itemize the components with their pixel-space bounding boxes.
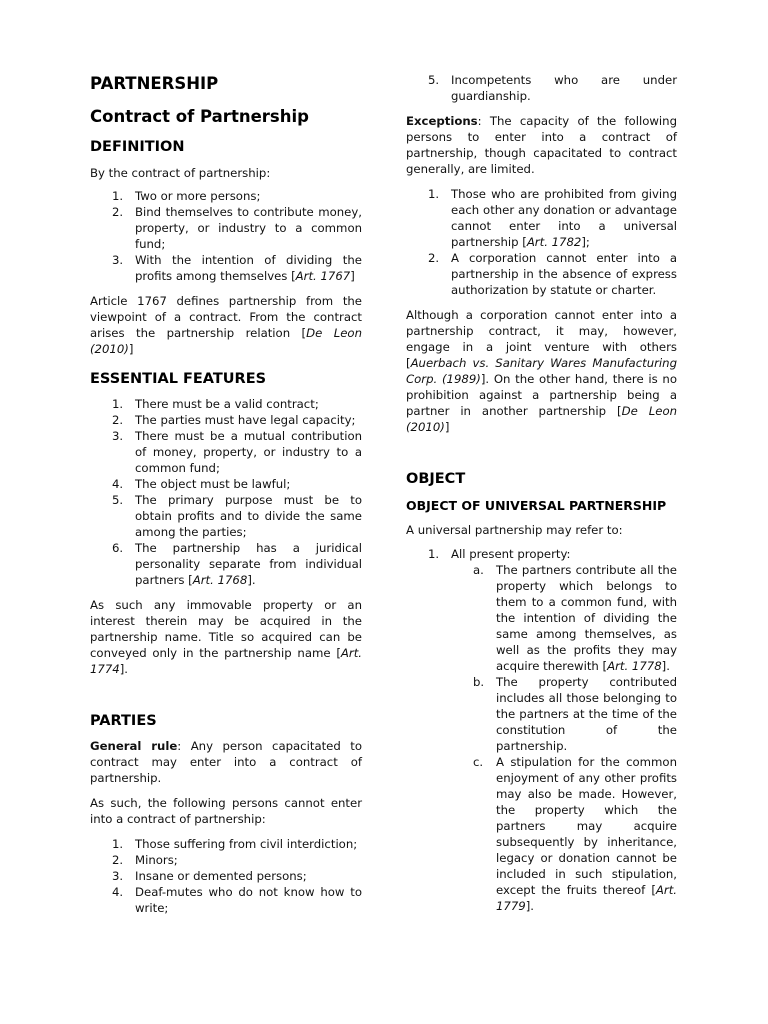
parties-heading: PARTIES — [90, 713, 157, 729]
list-item: 2. Bind themselves to contribute money, property, or industry to a common fund; — [112, 205, 362, 251]
corporation-paragraph: Although a corporation cannot enter into a partnership contract, it may, however, engage in a joint venture with others [Auerbach vs. Sanitary Wares Manufacturing Corp. (1989)]. On the other hand, there is no prohibition against a partnership being a partner in another partnership [De Leon (2010)] — [406, 308, 678, 434]
citation: Art. 1774 — [90, 646, 362, 676]
list-item: a. The partners contribute all the property which belongs to them to a common fund, with the intention of dividing the same among themselves, as well as the profits they may acquire therewith [Art. 1778]. — [473, 563, 677, 673]
left-column — [90, 0, 362, 916]
exceptions-list — [406, 186, 677, 298]
exceptions-label: Exceptions — [406, 114, 478, 128]
list-item: 1. Those suffering from civil interdiction; — [112, 837, 358, 851]
list-item: 4. The object must be lawful; — [112, 477, 291, 491]
citation: Art. 1779 — [496, 883, 677, 913]
list-item: 1. All present property: — [428, 547, 571, 561]
list-item: 5. The primary purpose must be to obtain profits and to divide the same among the parties; — [112, 493, 362, 539]
essential-features-heading: ESSENTIAL FEATURES — [90, 371, 267, 387]
list-item: 3. There must be a mutual contribution of money, property, or industry to a common fund; — [112, 429, 362, 475]
incapacitated-list-continued — [406, 72, 677, 104]
list-item: 3. Insane or demented persons; — [112, 869, 307, 883]
list-item: 1. Those who are prohibited from giving each other any donation or advantage cannot enter into a universal partnership [Art. 1782]; — [428, 187, 677, 249]
definition-paragraph: Article 1767 defines partnership from the viewpoint of a contract. From the contract arises the partnership relation [De Leon (2010)] — [90, 294, 362, 356]
list-item: 2. Minors; — [112, 853, 178, 867]
parties-paragraph: As such, the following persons cannot enter into a contract of partnership: — [90, 796, 362, 826]
citation: Art. 1778 — [607, 659, 662, 673]
list-item: 5. Incompetents who are under guardianship. — [428, 73, 677, 103]
list-item: b. The property contributed includes all those belonging to the partners at the time of the constitution of the partnership. — [473, 675, 677, 753]
essential-features-list — [90, 396, 362, 588]
object-list — [406, 546, 677, 562]
citation: Art. 1782 — [526, 235, 582, 249]
list-item: c. A stipulation for the common enjoyment of any other profits may also be made. However, the property which the partners may acquire subsequently by inheritance, legacy or donation cannot be included in such stipulation, except the fruits thereof [Art. 1779]. — [473, 755, 677, 913]
list-item: 1. There must be a valid contract; — [112, 397, 319, 411]
incapacitated-list — [90, 836, 362, 916]
list-item: 2. The parties must have legal capacity; — [112, 413, 356, 427]
general-rule-label: General rule — [90, 739, 178, 753]
definition-list — [90, 188, 362, 284]
right-column — [406, 0, 677, 914]
document-title: PARTNERSHIP — [90, 74, 219, 93]
definition-heading: DEFINITION — [90, 139, 185, 155]
universal-partnership-heading: OBJECT OF UNIVERSAL PARTNERSHIP — [406, 498, 667, 513]
citation: De Leon (2010) — [406, 404, 678, 434]
object-intro: A universal partnership may refer to: — [406, 523, 623, 537]
general-rule-paragraph: General rule: Any person capacitated to contract may enter into a contract of partnership. — [90, 739, 362, 785]
list-item: 2. A corporation cannot enter into a partnership in the absence of express authorization by statute or charter. — [428, 251, 677, 297]
essential-features-paragraph: As such any immovable property or an interest therein may be acquired in the partnership name. Title so acquired can be conveyed only in the partnership name [Art. 1774]. — [90, 598, 362, 676]
citation: Auerbach vs. Sanitary Wares Manufacturing Corp. (1989) — [406, 356, 677, 386]
definition-intro: By the contract of partnership: — [90, 166, 271, 180]
exceptions-paragraph: Exceptions: The capacity of the following persons to enter into a contract of partnership, though capacitated to contract generally, are limited. — [406, 114, 677, 176]
list-item: 1. Two or more persons; — [112, 189, 261, 203]
object-sublist — [406, 562, 677, 914]
citation: Art. 1767 — [295, 269, 351, 283]
citation: De Leon (2010) — [90, 326, 362, 356]
list-item: 6. The partnership has a juridical personality separate from individual partners [Art. 1768]. — [112, 541, 362, 587]
document-subtitle: Contract of Partnership — [90, 107, 309, 126]
list-item: 4. Deaf-mutes who do not know how to write; — [112, 885, 362, 915]
object-heading: OBJECT — [406, 471, 466, 487]
list-item: 3. With the intention of dividing the profits among themselves [Art. 1767] — [112, 253, 362, 283]
citation: Art. 1768 — [192, 573, 248, 587]
